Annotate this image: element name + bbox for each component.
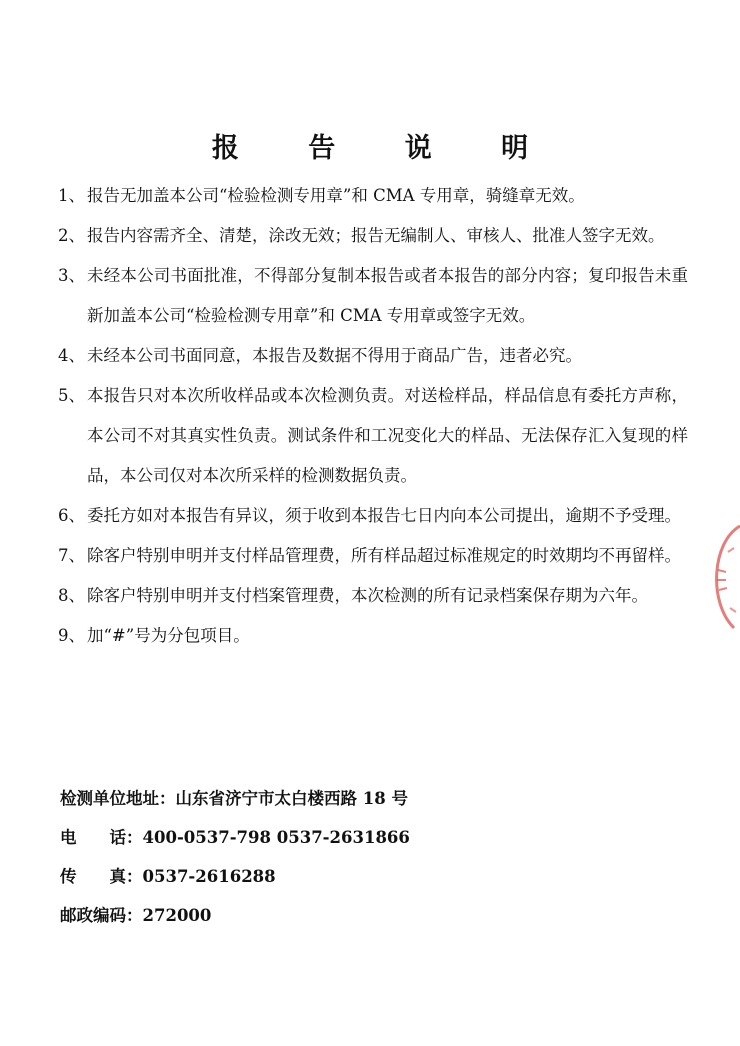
note-item <box>58 376 688 496</box>
note-text: 加“#”号为分包项目。 <box>87 626 250 645</box>
note-text: 报告内容需齐全、清楚，涂改无效；报告无编制人、审核人、批准人签字无效。 <box>87 226 665 245</box>
note-number: 7、 <box>58 546 85 565</box>
note-item <box>58 216 688 256</box>
note-text: 未经本公司书面同意，本报告及数据不得用于商品广告，违者必究。 <box>87 346 582 365</box>
note-number: 5、 <box>58 386 85 405</box>
note-number: 1、 <box>58 186 85 205</box>
note-item <box>58 496 688 536</box>
note-number: 4、 <box>58 346 85 365</box>
note-item <box>58 536 688 576</box>
note-text: 未经本公司书面批准，不得部分复制本报告或者本报告的部分内容；复印报告未重新加盖本公司“检验检测专用章”和 CMA 专用章或签字无效。 <box>87 266 688 325</box>
note-number: 6、 <box>58 506 85 525</box>
notes-list <box>58 176 688 656</box>
fax-label: 传 真： <box>60 867 143 886</box>
note-number: 3、 <box>58 266 85 285</box>
postcode-value: 272000 <box>142 906 212 925</box>
note-number: 9、 <box>58 626 85 645</box>
note-item <box>58 576 688 616</box>
note-number: 2、 <box>58 226 85 245</box>
postcode-row <box>60 901 680 940</box>
contact-block <box>60 784 680 940</box>
phone-label: 电 话： <box>60 828 143 847</box>
postcode-label: 邮政编码： <box>60 906 143 925</box>
address-label: 检测单位地址： <box>60 789 176 808</box>
note-item <box>58 176 688 216</box>
note-item <box>58 616 688 656</box>
fax-row <box>60 862 680 901</box>
fax-value: 0537-2616288 <box>142 867 276 886</box>
note-text: 除客户特别申明并支付样品管理费，所有样品超过标准规定的时效期均不再留样。 <box>87 546 681 565</box>
address-value: 山东省济宁市太白楼西路 18 号 <box>175 789 408 808</box>
note-text: 除客户特别申明并支付档案管理费，本次检测的所有记录档案保存期为六年。 <box>87 586 648 605</box>
note-text: 报告无加盖本公司“检验检测专用章”和 CMA 专用章，骑缝章无效。 <box>87 186 585 205</box>
note-text: 委托方如对本报告有异议，须于收到本报告七日内向本公司提出，逾期不予受理。 <box>87 506 681 525</box>
note-item <box>58 256 688 336</box>
note-item <box>58 336 688 376</box>
page-title: 报 告 说 明 <box>211 133 559 164</box>
seal-stamp-edge <box>704 522 740 632</box>
address-row <box>60 784 680 823</box>
note-number: 8、 <box>58 586 85 605</box>
phone-row <box>60 823 680 862</box>
note-text: 本报告只对本次所收样品或本次检测负责。对送检样品，样品信息有委托方声称，本公司不对其真实性负责。测试条件和工况变化大的样品、无法保存汇入复现的样品，本公司仅对本次所采样的检测数据负责。 <box>87 386 688 485</box>
phone-value: 400-0537-798 0537-2631866 <box>142 828 410 847</box>
